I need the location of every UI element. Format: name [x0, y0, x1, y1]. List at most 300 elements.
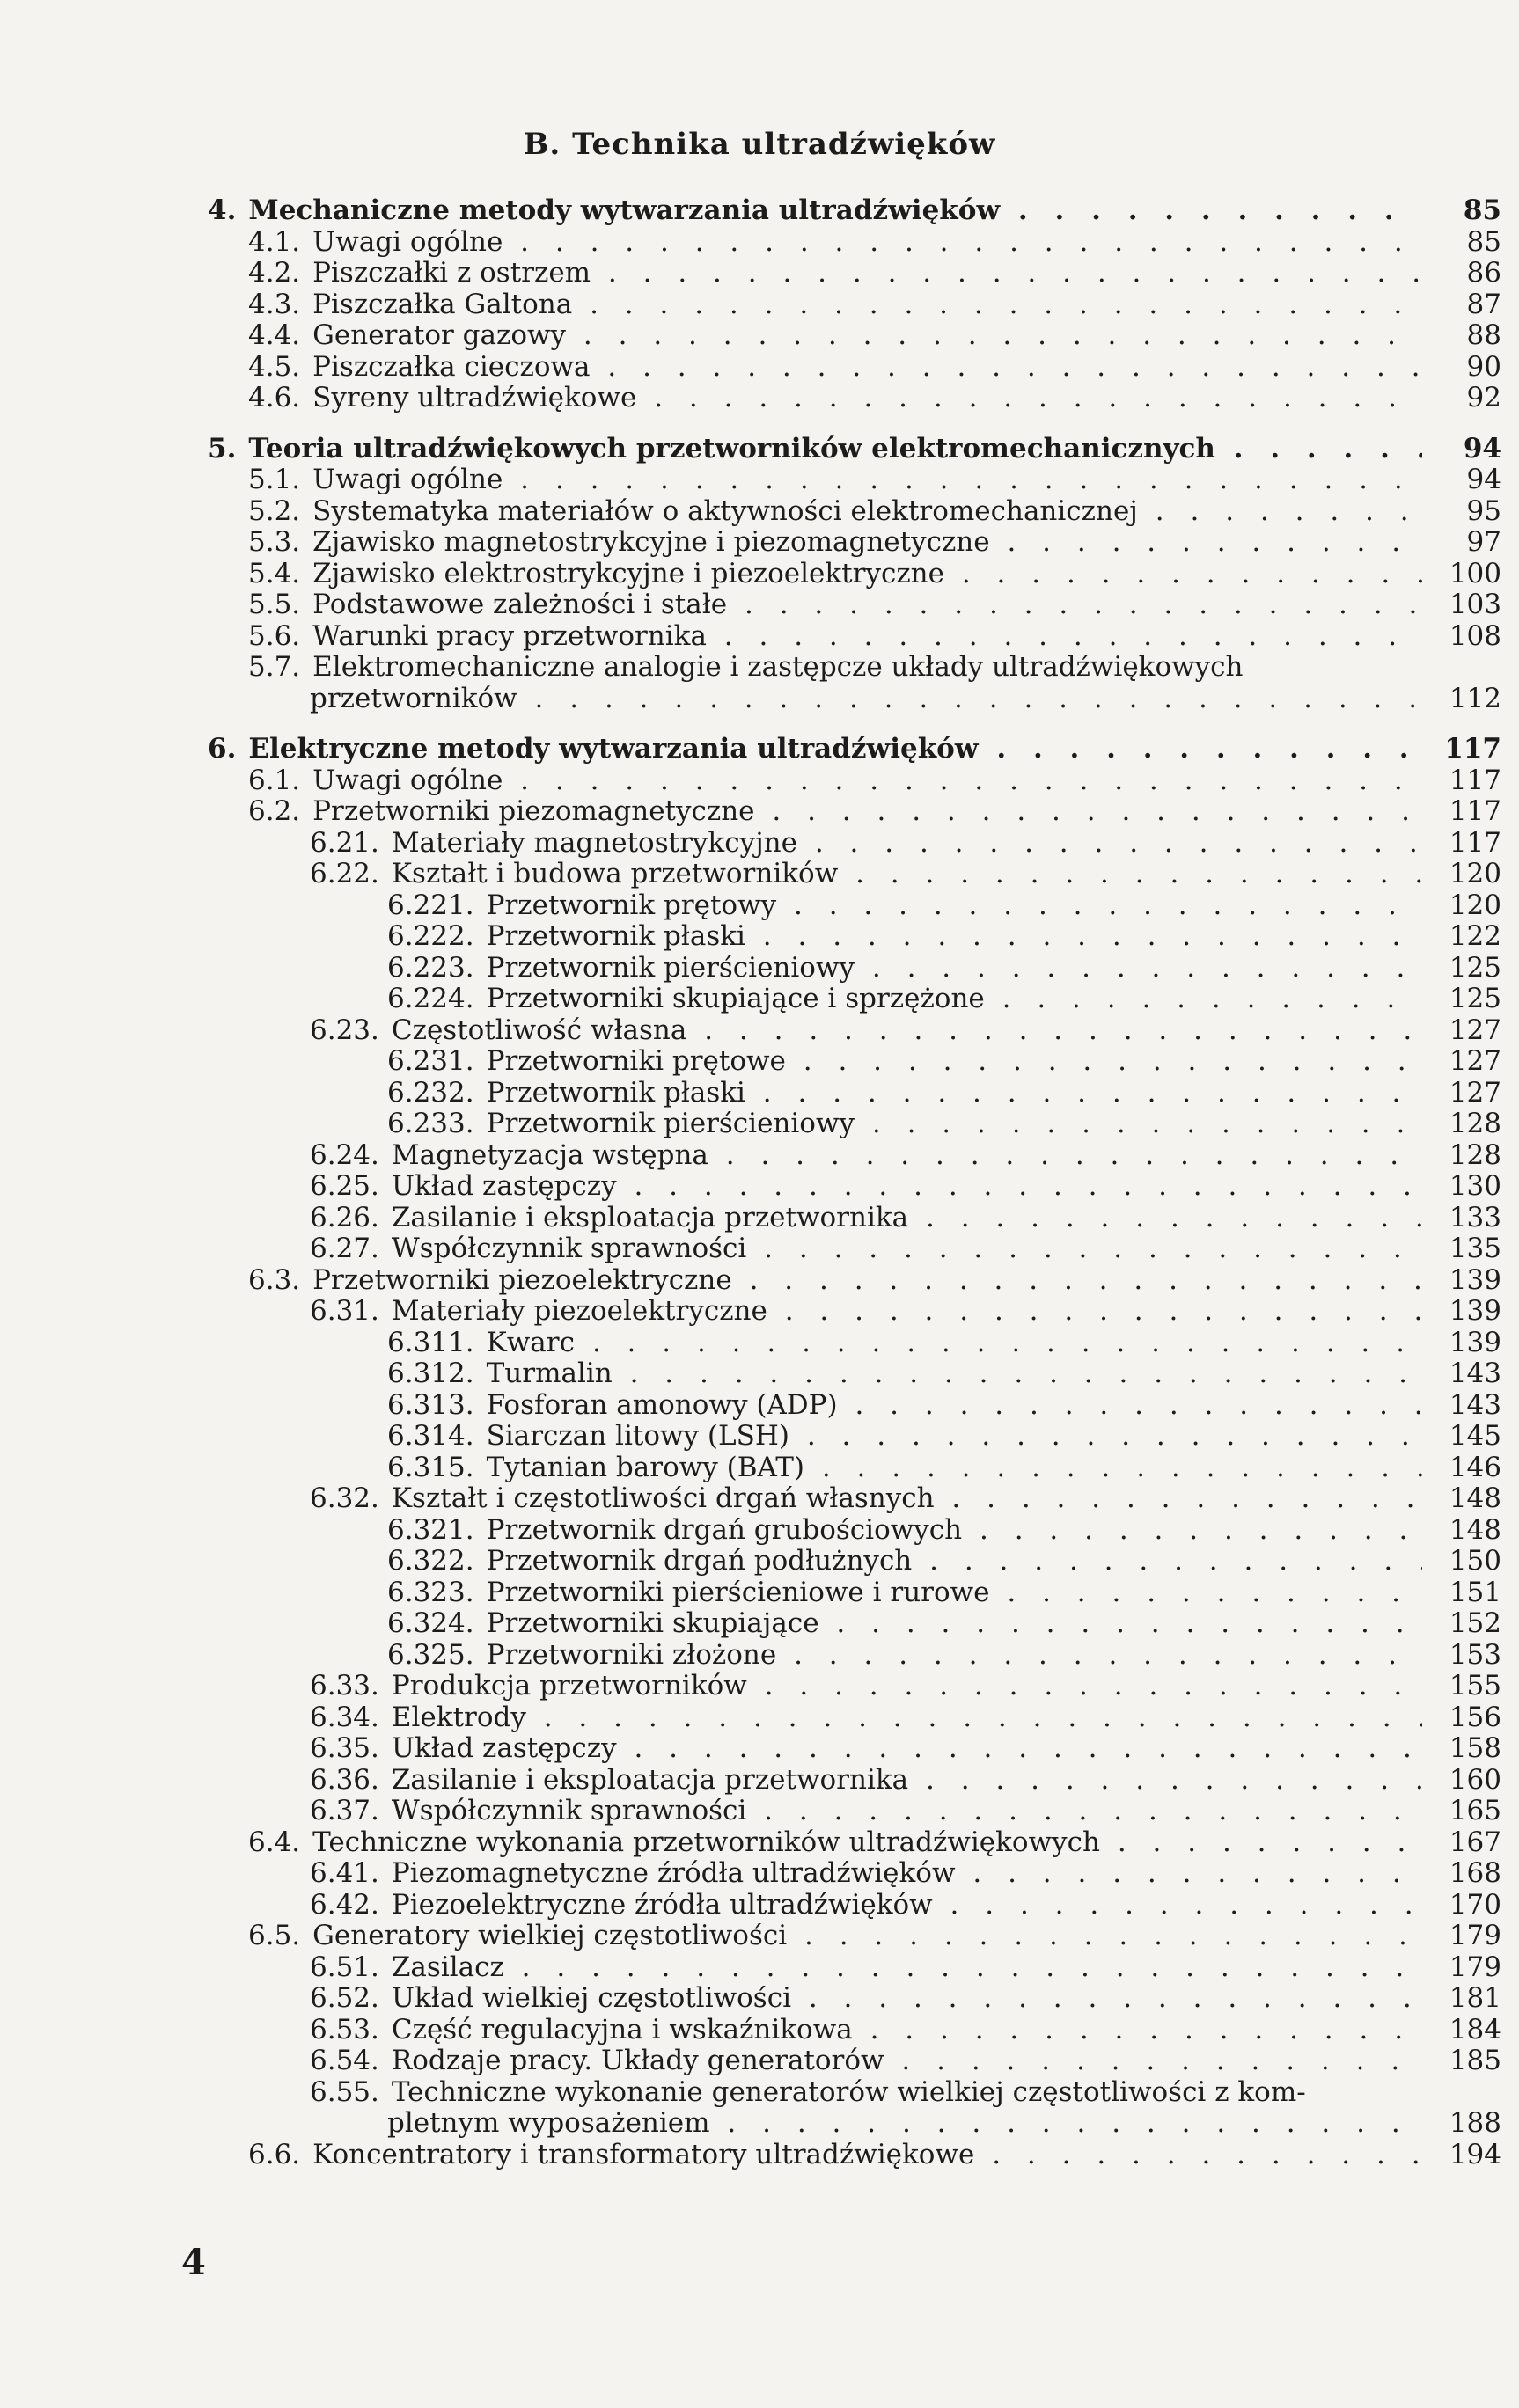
toc-entry-number: 6.323.: [387, 1577, 474, 1608]
toc-entry-title: Elektrody: [391, 1702, 526, 1733]
toc-entry-number: 4.4.: [248, 320, 301, 351]
toc-entry-number: 6.: [208, 734, 237, 765]
toc-entry-title: Układ wielkiej częstotliwości: [391, 1983, 791, 2014]
toc-entry-page: 181: [1424, 1983, 1501, 2015]
toc-entry-number: 6.23.: [310, 1014, 379, 1046]
toc-entry-title: Techniczne wykonanie generatorów wielkiej częstotliwości z kom-: [391, 2076, 1306, 2108]
toc-entry-text: [310, 1233, 1422, 1265]
toc-entry: [208, 828, 1501, 860]
toc-entry-number: 5.3.: [248, 527, 301, 558]
toc-entry-text: [387, 1390, 1422, 1422]
toc-entry-number: 6.3.: [248, 1264, 301, 1296]
toc-entry: [208, 921, 1501, 953]
toc-entry-title: Częstotliwość własna: [391, 1014, 687, 1046]
toc-entry-title: Przetwornik drgań podłużnych: [486, 1546, 913, 1577]
toc-entry-text: [248, 227, 1422, 259]
toc-entry-number: 6.26.: [310, 1202, 379, 1233]
toc-entry-page: 128: [1424, 1140, 1501, 1172]
toc-entry: [208, 383, 1501, 414]
toc-entry: [208, 1827, 1501, 1859]
toc-entry-title: Rodzaje pracy. Układy generatorów: [391, 2046, 884, 2076]
toc-entry-title: Przetworniki skupiające i sprzężone: [486, 984, 985, 1014]
toc-entry-number: 5.1.: [248, 465, 301, 495]
toc-entry-page: 94: [1424, 465, 1501, 496]
toc-entry: [208, 1515, 1501, 1547]
toc-entry: [208, 1390, 1501, 1422]
toc-entry-page: 94: [1424, 434, 1501, 465]
toc-entry-number: 6.36.: [310, 1764, 379, 1796]
toc-entry-text: [387, 1078, 1422, 1109]
toc-entry-page: 151: [1424, 1577, 1501, 1609]
toc-entry: [208, 890, 1501, 922]
toc-entry-number: 6.233.: [387, 1109, 474, 1139]
toc-entry-title: Układ zastępczy: [391, 1171, 617, 1202]
toc-entry-title: Materiały piezoelektryczne: [391, 1296, 767, 1327]
toc-entry-title: Siarczan litowy (LSH): [486, 1421, 789, 1452]
toc-entry-number: 6.224.: [387, 984, 474, 1014]
section-heading: B. Technika ultradźwięków: [523, 127, 996, 162]
toc-entry-title: Układ zastępczy: [391, 1733, 617, 1764]
toc-entry: [208, 1453, 1501, 1484]
toc-entry-title: pletnym wyposażeniem: [387, 2108, 710, 2139]
toc-entry: [208, 320, 1501, 352]
toc-entry-number: 6.21.: [310, 827, 379, 859]
toc-entry-text: [248, 1265, 1422, 1297]
toc-entry-page: 143: [1424, 1390, 1501, 1422]
toc-entry-title: Piszczałki z ostrzem: [312, 258, 591, 289]
toc-entry: [208, 1608, 1501, 1640]
toc-entry: [208, 1921, 1501, 1952]
toc-entry-text: [387, 984, 1422, 1015]
toc-entry-number: 6.222.: [387, 921, 474, 952]
toc-entry-title: Materiały magnetostrykcyjne: [391, 827, 797, 859]
toc-entry-number: 5.2.: [248, 495, 301, 527]
toc-entry: [208, 1296, 1501, 1328]
toc-entry: [208, 1890, 1501, 1921]
toc-entry: [208, 796, 1501, 828]
toc-entry-number: 6.2.: [248, 796, 301, 827]
toc-entry-text: [310, 1203, 1422, 1234]
toc-entry-text: [208, 434, 1422, 465]
toc-entry-text: [248, 796, 1422, 828]
toc-entry-page: 143: [1424, 1358, 1501, 1390]
toc-entry-title: Teoria ultradźwiękowych przetworników elektromechanicznych: [248, 433, 1215, 465]
toc-entry-page: 145: [1424, 1421, 1501, 1453]
toc-entry-title: Warunki pracy przetwornika: [312, 620, 707, 652]
toc-entry-number: 6.55.: [310, 2076, 379, 2108]
toc-entry-number: 6.324.: [387, 1608, 474, 1639]
toc-entry: [208, 289, 1501, 321]
toc-entry-page: 139: [1424, 1328, 1501, 1359]
toc-entry-number: 6.325.: [387, 1639, 474, 1671]
toc-entry-title: Elektryczne metody wytwarzania ultradźwięków: [248, 734, 979, 765]
toc-entry-title: Piezoelektryczne źródła ultradźwięków: [391, 1889, 933, 1921]
toc-entry-text: [248, 465, 1422, 496]
toc-entry-text: [248, 1921, 1422, 1952]
toc-entry: [208, 559, 1501, 590]
toc-entry-number: 6.31.: [310, 1296, 379, 1327]
toc-entry-text: [310, 1733, 1422, 1765]
toc-entry-number: 6.321.: [387, 1514, 474, 1546]
toc-entry-text: [248, 2140, 1422, 2171]
toc-entry-number: 6.311.: [387, 1327, 474, 1358]
toc-entry-title: Część regulacyjna i wskaźnikowa: [391, 2014, 853, 2046]
toc-entry-page: 103: [1424, 589, 1501, 621]
toc-entry-number: 6.51.: [310, 1951, 379, 1983]
toc-entry-text: [248, 589, 1422, 621]
toc-entry-number: 6.54.: [310, 2046, 379, 2076]
toc-entry-number: 5.6.: [248, 620, 301, 652]
toc-entry-page: 167: [1424, 1827, 1501, 1859]
toc-entry-page: 155: [1424, 1671, 1501, 1702]
toc-entry-text: [310, 1702, 1422, 1734]
toc-entry-text: [208, 195, 1422, 227]
toc-entry-number: 4.3.: [248, 289, 301, 320]
toc-entry-number: 6.52.: [310, 1983, 379, 2014]
toc-entry-title: Uwagi ogólne: [312, 765, 503, 796]
toc-entry: [208, 258, 1501, 289]
toc-entry-page: 92: [1424, 383, 1501, 414]
toc-entry-text: [310, 1952, 1422, 1984]
toc-entry-title: Przetwornik drgań grubościowych: [486, 1514, 963, 1546]
toc-entry-title: Współczynnik sprawności: [391, 1233, 747, 1264]
toc-entry-text: [310, 1015, 1422, 1047]
toc-entry-number: 6.231.: [387, 1046, 474, 1077]
toc-entry-title: Uwagi ogólne: [312, 465, 503, 495]
toc-entry-text: [310, 684, 1422, 715]
toc-entry-text: [387, 1515, 1422, 1547]
toc-entry-number: 6.1.: [248, 765, 301, 796]
toc-entry-number: 5.: [208, 433, 237, 465]
toc-entry-page: 188: [1424, 2108, 1501, 2140]
toc-entry-text: [248, 289, 1422, 321]
toc-entry-title: Przetworniki pierścieniowe i rurowe: [486, 1577, 990, 1608]
toc-entry-number: 4.6.: [248, 383, 301, 414]
toc-entry: [208, 2015, 1501, 2046]
toc-entry-title: Produkcja przetworników: [391, 1671, 747, 1702]
toc-entry-text: [387, 1546, 1422, 1577]
toc-entry-page: 194: [1424, 2140, 1501, 2171]
toc-entry-text: [310, 859, 1422, 890]
toc-entry-number: 6.37.: [310, 1796, 379, 1826]
toc-entry-number: 5.4.: [248, 558, 301, 589]
toc-entry-number: 5.7.: [248, 652, 301, 683]
toc-entry-text: [310, 1671, 1422, 1702]
toc-entry-page: 120: [1424, 859, 1501, 890]
toc-entry-page: 158: [1424, 1733, 1501, 1765]
toc-entry-page: 125: [1424, 984, 1501, 1015]
toc-entry-page: 179: [1424, 1952, 1501, 1984]
toc-chapter: [208, 434, 1501, 465]
toc-entry: [208, 1546, 1501, 1577]
toc-entry-text: [310, 2015, 1422, 2046]
toc-entry-number: 6.22.: [310, 859, 379, 889]
toc-entry-title: Przetworniki prętowe: [486, 1046, 786, 1077]
toc-entry-number: 6.41.: [310, 1858, 379, 1889]
toc-entry-text: [310, 1171, 1422, 1203]
toc-entry: [208, 589, 1501, 621]
toc-entry: [208, 496, 1501, 528]
toc-entry-page: 185: [1424, 2046, 1501, 2077]
toc-entry-title: Przetworniki skupiające: [486, 1608, 819, 1639]
toc-entry-title: Systematyka materiałów o aktywności elektromechanicznej: [312, 495, 1138, 527]
toc-entry: [208, 227, 1501, 259]
toc-entry-number: 6.314.: [387, 1421, 474, 1452]
toc-entry-page: 127: [1424, 1046, 1501, 1078]
toc-entry: [208, 1702, 1501, 1734]
toc-entry-title: Zasilanie i eksploatacja przetwornika: [391, 1764, 909, 1796]
toc-entry-text: [248, 383, 1422, 414]
toc-entry-text: [248, 352, 1422, 384]
toc-entry-number: 5.5.: [248, 589, 301, 620]
toc-entry-number: 6.53.: [310, 2014, 379, 2046]
toc-entry: [208, 2046, 1501, 2077]
toc-entry-title: Piszczałka Galtona: [312, 289, 573, 320]
toc-entry-text: [248, 559, 1422, 590]
toc-entry: [208, 1983, 1501, 2015]
toc-entry: [208, 1858, 1501, 1890]
toc-entry-page: 127: [1424, 1015, 1501, 1047]
toc-entry-title: Zjawisko elektrostrykcyjne i piezoelektryczne: [312, 558, 944, 589]
toc-entry-title: Piszczałka cieczowa: [312, 351, 591, 383]
toc-entry-text: [310, 1483, 1422, 1515]
toc-entry-text: [310, 1765, 1422, 1797]
toc-entry: [208, 621, 1501, 653]
toc-entry-page: 139: [1424, 1265, 1501, 1297]
toc-entry-page: 160: [1424, 1765, 1501, 1797]
toc-entry: [208, 765, 1501, 797]
toc-entry-text: [248, 527, 1422, 559]
toc-entry-page: 127: [1424, 1078, 1501, 1109]
toc-entry-text: [248, 621, 1422, 653]
toc-entry-title: Turmalin: [486, 1358, 613, 1389]
toc-entry-number: 6.223.: [387, 952, 474, 984]
toc-entry-page: 95: [1424, 496, 1501, 528]
toc-entry-page: 128: [1424, 1109, 1501, 1140]
toc-entry: [208, 1078, 1501, 1109]
toc-entry-page: 125: [1424, 953, 1501, 984]
toc-entry: [208, 1733, 1501, 1765]
toc-entry-text: [387, 2108, 1422, 2140]
toc-entry-title: Kwarc: [486, 1327, 575, 1358]
toc-entry-text: [387, 1328, 1422, 1359]
toc-entry: [208, 1171, 1501, 1203]
toc-entry-title: Kształt i budowa przetworników: [391, 859, 839, 889]
toc-entry-number: 4.1.: [248, 226, 301, 258]
toc-entry: [208, 1328, 1501, 1359]
toc-entry: [208, 1109, 1501, 1140]
toc-entry-text: [310, 1983, 1422, 2015]
toc-entry-page: 117: [1424, 828, 1501, 860]
toc-entry-number: 6.35.: [310, 1733, 379, 1764]
toc-entry-page: 130: [1424, 1171, 1501, 1203]
toc-entry-page: 168: [1424, 1858, 1501, 1890]
toc-entry-title: Podstawowe zależności i stałe: [312, 589, 728, 620]
toc-entry-number: 6.312.: [387, 1358, 474, 1389]
toc-entry-title: Elektromechaniczne analogie i zastępcze układy ultradźwiękowych: [312, 652, 1244, 683]
toc-entry-page: 165: [1424, 1796, 1501, 1827]
toc-entry-text: [387, 1608, 1422, 1640]
toc-entry-number: 4.: [208, 195, 237, 226]
toc-entry: [208, 652, 1501, 684]
toc-entry-text: [310, 1296, 1422, 1328]
toc-entry: [208, 1015, 1501, 1047]
toc-entry: [208, 1671, 1501, 1702]
toc-entry-title: przetworników: [310, 683, 517, 714]
toc-entry-page: 146: [1424, 1453, 1501, 1484]
toc-entry: [208, 953, 1501, 984]
toc-entry-page: 85: [1424, 227, 1501, 259]
toc-entry-text: [310, 2077, 1422, 2109]
toc-entry-page: 117: [1424, 734, 1501, 765]
toc-chapter: [208, 734, 1501, 765]
toc-entry-page: 135: [1424, 1233, 1501, 1265]
toc-entry: [208, 684, 1501, 715]
toc-entry: [208, 1483, 1501, 1515]
toc-entry-text: [387, 1453, 1422, 1484]
toc-entry: [208, 1765, 1501, 1797]
toc-entry-number: 4.5.: [248, 351, 301, 383]
toc-entry-text: [387, 890, 1422, 922]
toc-entry-title: Kształt i częstotliwości drgań własnych: [391, 1483, 935, 1514]
toc-entry-number: 6.32.: [310, 1483, 379, 1514]
toc-entry-number: 6.221.: [387, 889, 474, 921]
toc-entry-page: 90: [1424, 352, 1501, 384]
toc-entry-page: 184: [1424, 2015, 1501, 2046]
toc-entry-number: 6.34.: [310, 1702, 379, 1733]
toc-entry-title: Zjawisko magnetostrykcyjne i piezomagnetyczne: [312, 527, 990, 558]
toc-entry-title: Przetwornik płaski: [486, 1077, 745, 1109]
toc-entry: [208, 352, 1501, 384]
toc-entry-text: [387, 1358, 1422, 1390]
toc-entry: [208, 527, 1501, 559]
toc-entry-text: [387, 1109, 1422, 1140]
toc-entry-page: 117: [1424, 765, 1501, 797]
toc-entry-page: 139: [1424, 1296, 1501, 1328]
toc-entry-page: 122: [1424, 921, 1501, 953]
toc-entry: [208, 1952, 1501, 1984]
toc-entry-page: 86: [1424, 258, 1501, 289]
toc-entry-page: 87: [1424, 289, 1501, 321]
toc-entry-number: 6.33.: [310, 1671, 379, 1702]
toc-entry-page: 170: [1424, 1890, 1501, 1921]
toc-entry-text: [310, 1858, 1422, 1890]
toc-entry-page: 150: [1424, 1546, 1501, 1577]
toc-entry-text: [387, 921, 1422, 953]
toc-entry-title: Przetwornik płaski: [486, 921, 745, 952]
toc-entry: [208, 2077, 1501, 2109]
toc-entry: [208, 1358, 1501, 1390]
toc-chapter: [208, 195, 1501, 227]
toc-entry-title: Magnetyzacja wstępna: [391, 1139, 708, 1171]
toc-entry-text: [387, 1640, 1422, 1672]
toc-entry-page: 120: [1424, 890, 1501, 922]
toc-entry-title: Tytanian barowy (BAT): [486, 1452, 804, 1483]
toc-entry-title: Mechaniczne metody wytwarzania ultradźwięków: [248, 195, 1001, 226]
toc-entry-title: Przetworniki złożone: [486, 1639, 777, 1671]
toc-entry-title: Przetworniki piezomagnetyczne: [312, 796, 755, 827]
toc-entry-number: 6.24.: [310, 1139, 379, 1171]
toc-entry-text: [248, 1827, 1422, 1859]
toc-entry: [208, 2108, 1501, 2140]
toc-entry-number: 6.27.: [310, 1233, 379, 1264]
toc-entry-page: 153: [1424, 1640, 1501, 1672]
toc-entry: [208, 859, 1501, 890]
toc-entry: [208, 1796, 1501, 1827]
toc-entry: [208, 1140, 1501, 1172]
toc-entry-text: [310, 1890, 1422, 1921]
toc-entry-number: 4.2.: [248, 258, 301, 289]
toc-entry-text: [248, 258, 1422, 289]
toc-entry-title: Piezomagnetyczne źródła ultradźwięków: [391, 1858, 956, 1889]
toc-entry-title: Fosforan amonowy (ADP): [486, 1389, 838, 1421]
toc-entry-number: 6.25.: [310, 1171, 379, 1202]
toc-entry-number: 6.4.: [248, 1826, 301, 1858]
toc-entry-page: 112: [1424, 684, 1501, 715]
toc-entry-text: [248, 320, 1422, 352]
toc-entry-number: 6.232.: [387, 1077, 474, 1109]
toc-entry-page: 156: [1424, 1702, 1501, 1734]
toc-entry-title: Przetworniki piezoelektryczne: [312, 1264, 732, 1296]
toc-entry: [208, 1640, 1501, 1672]
toc-entry: [208, 1046, 1501, 1078]
toc-entry-title: Techniczne wykonania przetworników ultradźwiękowych: [312, 1826, 1100, 1858]
toc-entry-title: Generator gazowy: [312, 320, 567, 351]
toc-entry-number: 6.322.: [387, 1546, 474, 1577]
toc-entry-page: 100: [1424, 559, 1501, 590]
toc-entry-text: [310, 1140, 1422, 1172]
toc-entry-page: 97: [1424, 527, 1501, 559]
toc-entry-number: 6.315.: [387, 1452, 474, 1483]
toc-entry-title: Współczynnik sprawności: [391, 1796, 747, 1826]
toc-entry-number: 6.5.: [248, 1921, 301, 1951]
toc-entry-title: Uwagi ogólne: [312, 226, 503, 258]
toc-entry: [208, 1203, 1501, 1234]
toc-entry-text: [248, 765, 1422, 797]
toc-entry-title: Generatory wielkiej częstotliwości: [312, 1921, 788, 1951]
toc-entry-text: [208, 734, 1422, 765]
toc-entry-page: 85: [1424, 195, 1501, 227]
toc-entry-title: Przetwornik pierścieniowy: [486, 1109, 855, 1139]
toc-entry: [208, 984, 1501, 1015]
toc-entry-title: Zasilanie i eksploatacja przetwornika: [391, 1202, 909, 1233]
toc-entry-page: 179: [1424, 1921, 1501, 1952]
toc-entry-title: Koncentratory i transformatory ultradźwiękowe: [312, 2139, 975, 2170]
toc-entry-text: [310, 2046, 1422, 2077]
toc-entry-text: [248, 652, 1422, 684]
table-of-contents: [208, 195, 1501, 2170]
toc-entry-text: [387, 953, 1422, 984]
toc-entry-title: Zasilacz: [391, 1951, 504, 1983]
toc-entry: [208, 2140, 1501, 2171]
toc-entry-page: 148: [1424, 1483, 1501, 1515]
toc-entry-text: [387, 1421, 1422, 1453]
toc-entry-text: [248, 496, 1422, 528]
toc-entry-number: 6.42.: [310, 1889, 379, 1921]
page-number: 4: [181, 2242, 206, 2283]
toc-entry-title: Przetwornik pierścieniowy: [486, 952, 855, 984]
toc-entry-page: 88: [1424, 320, 1501, 352]
toc-entry-page: 117: [1424, 796, 1501, 828]
toc-entry-page: 152: [1424, 1608, 1501, 1640]
toc-entry-text: [310, 828, 1422, 860]
toc-entry-page: 148: [1424, 1515, 1501, 1547]
toc-entry-text: [387, 1046, 1422, 1078]
toc-entry-number: 6.6.: [248, 2139, 301, 2170]
toc-entry: [208, 1265, 1501, 1297]
toc-entry-number: 6.313.: [387, 1389, 474, 1421]
toc-entry: [208, 465, 1501, 496]
